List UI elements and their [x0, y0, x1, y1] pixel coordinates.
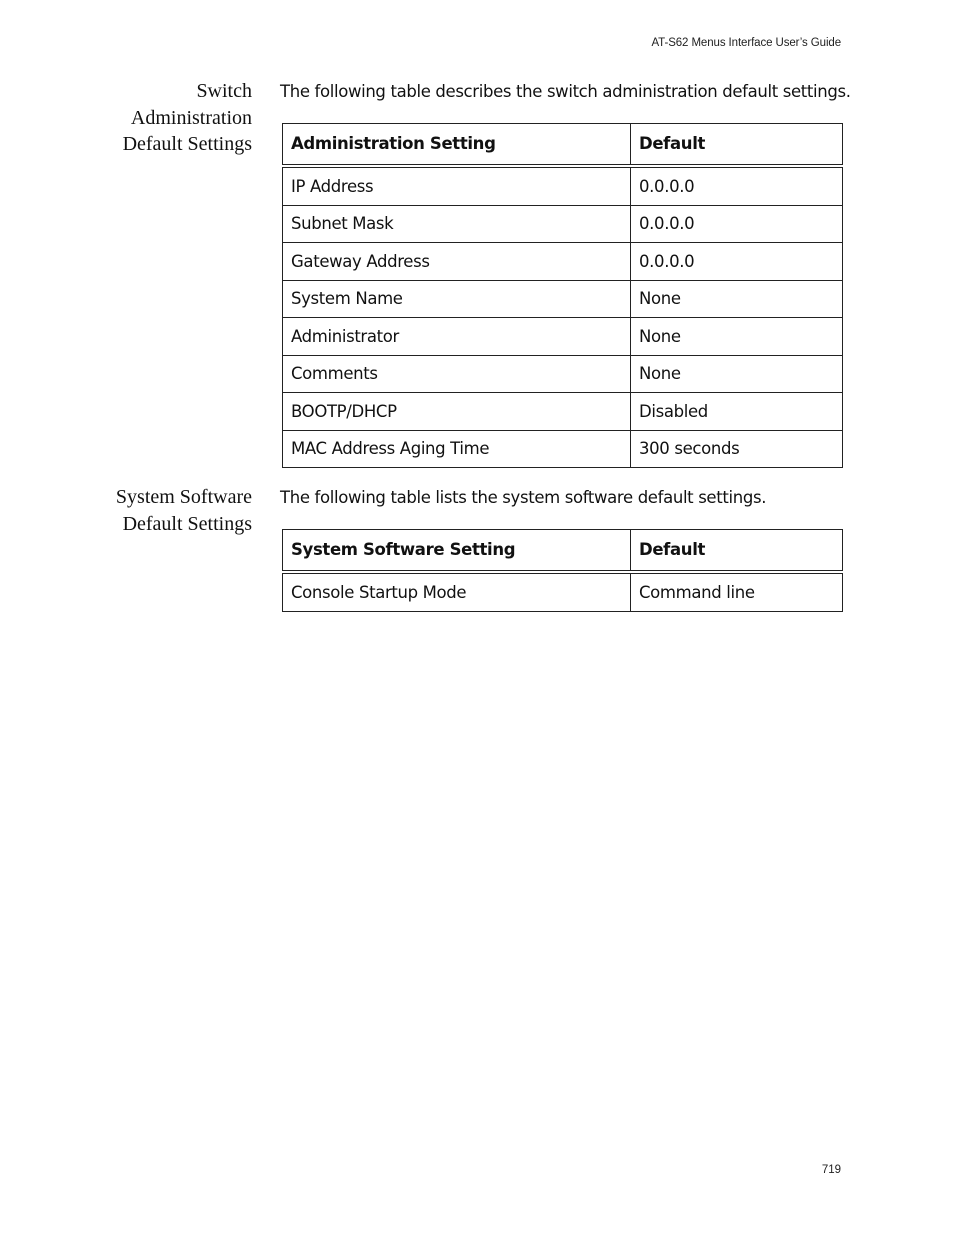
setting-name: Administrator — [283, 318, 631, 356]
section-intro: The following table lists the system software default settings. — [280, 488, 767, 507]
table-row — [283, 430, 843, 468]
setting-default: 300 seconds — [631, 430, 843, 468]
table-row — [283, 318, 843, 356]
column-header: Default — [631, 124, 843, 167]
setting-name: MAC Address Aging Time — [283, 430, 631, 468]
page-number: 719 — [821, 1164, 841, 1176]
setting-default: 0.0.0.0 — [631, 166, 843, 205]
setting-default: 0.0.0.0 — [631, 205, 843, 243]
setting-name: BOOTP/DHCP — [283, 393, 631, 431]
table-row — [283, 205, 843, 243]
running-header: AT-S62 Menus Interface User’s Guide — [651, 37, 841, 49]
table-row — [283, 572, 843, 611]
section-heading — [60, 78, 252, 158]
column-header: Default — [631, 530, 843, 573]
column-header: System Software Setting — [283, 530, 631, 573]
administration-settings-table — [282, 123, 843, 468]
setting-default: None — [631, 318, 843, 356]
setting-name: Subnet Mask — [283, 205, 631, 243]
system-software-settings-table — [282, 529, 843, 612]
setting-default: Command line — [631, 572, 843, 611]
table-header-row — [283, 124, 843, 167]
setting-name: System Name — [283, 280, 631, 318]
section-intro: The following table describes the switch administration default settings. — [280, 82, 851, 101]
setting-default: None — [631, 280, 843, 318]
setting-default: 0.0.0.0 — [631, 243, 843, 281]
table-row — [283, 355, 843, 393]
setting-default: None — [631, 355, 843, 393]
heading-line: Default Settings — [122, 133, 252, 155]
table-row — [283, 393, 843, 431]
setting-default: Disabled — [631, 393, 843, 431]
heading-line: System Software — [115, 486, 252, 508]
heading-line: Default Settings — [122, 512, 252, 535]
setting-name: Comments — [283, 355, 631, 393]
setting-name: IP Address — [283, 166, 631, 205]
setting-name: Gateway Address — [283, 243, 631, 281]
heading-line: Switch — [196, 80, 252, 102]
table-header-row — [283, 530, 843, 573]
section-heading — [60, 484, 252, 537]
table-row — [283, 166, 843, 205]
table-row — [283, 243, 843, 281]
column-header: Administration Setting — [283, 124, 631, 167]
table-row — [283, 280, 843, 318]
heading-line: Administration — [130, 106, 252, 129]
setting-name: Console Startup Mode — [283, 572, 631, 611]
